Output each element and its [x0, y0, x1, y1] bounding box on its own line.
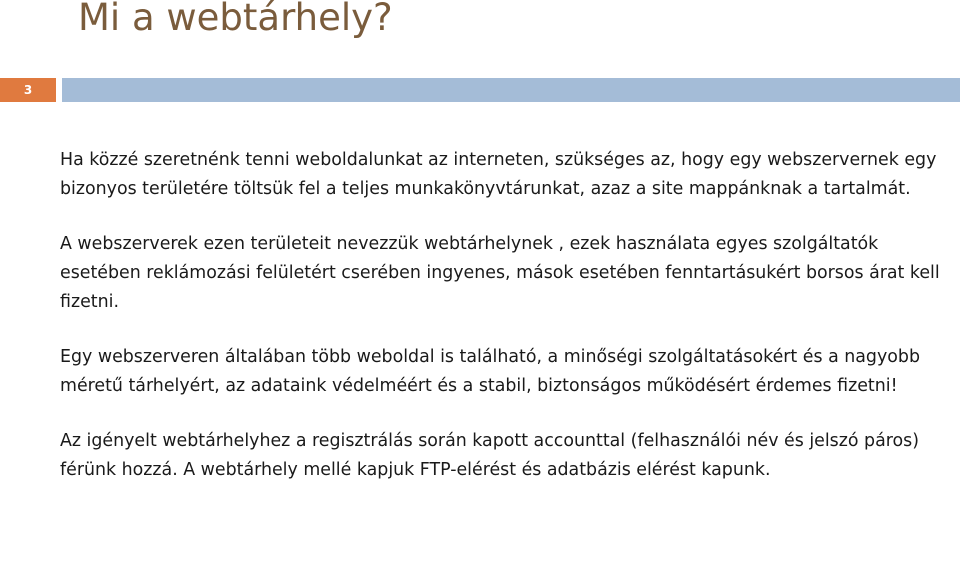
paragraph-1: Ha közzé szeretnénk tenni weboldalunkat az interneten, szükséges az, hogy egy webszervernek egy bizonyos területére töltsük fel a teljes munkakönyvtárunkat, azaz a site mappánknak a tartalmát.	[60, 150, 937, 199]
paragraph-2: A webszerverek ezen területeit nevezzük webtárhelynek , ezek használata egyes szolgáltatók esetében reklámozási felületért cserében ingyenes, mások esetében fenntartásukért borsos árat kell fizetni.	[60, 234, 940, 312]
slide-title: Mi a webtárhely?	[78, 0, 393, 39]
page-number-badge: 3	[0, 78, 56, 102]
paragraph-4: Az igényelt webtárhelyhez a regisztrálás során kapott accounttal (felhasználói név és jelszó páros) férünk hozzá. A webtárhely mellé kapjuk FTP-elérést és adatbázis elérést kapunk.	[60, 431, 919, 480]
slide-body	[60, 146, 940, 511]
title-divider-bar	[62, 78, 960, 102]
paragraph-3: Egy webszerveren általában több weboldal is található, a minőségi szolgáltatásokért és a nagyobb méretű tárhelyért, az adataink védelméért és a stabil, biztonságos működésért érdemes fizetni!	[60, 347, 920, 396]
